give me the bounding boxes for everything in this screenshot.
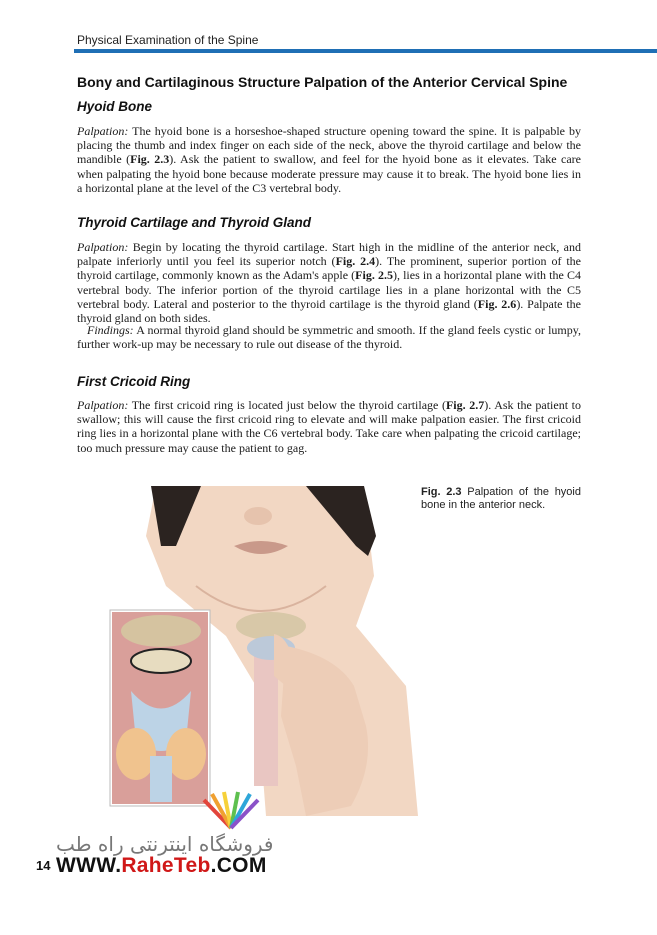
url-suffix: .COM	[210, 854, 267, 877]
figure-reference[interactable]: Fig. 2.7	[445, 398, 485, 412]
cricoid-text-2: ). Ask the patient to swallow; this will cause the first cricoid ring to elevate and will make palpation easier. The first cricoid ring lies in a horizontal plane with the C6 vertebral body. Take care when palpating the cricoid cartilage; too much pressure may cause the patient to gag.	[77, 398, 581, 455]
palpation-label: Palpation:	[77, 398, 129, 412]
url-brand: RaheTeb	[121, 854, 211, 877]
caption-text: Palpation of the hyoid bone in the anterior neck.	[421, 486, 581, 511]
hyoid-text-2: ). Ask the patient to swallow, and feel for the hyoid bone as it elevates. Take care when palpating the hyoid bone because moderate pressure may cause it to break. The hyoid bone lies in a horizontal plane at the level of the C3 vertebral body.	[77, 152, 581, 195]
figure-reference[interactable]: Fig. 2.4	[335, 254, 376, 269]
thyroid-text-1: Begin by locating the thyroid cartilage. Start high in the midline of the anterior neck, and palpate inferiorly until you feel its superior notch (	[77, 240, 581, 269]
hyoid-paragraph	[77, 124, 581, 195]
thyroid-heading: Thyroid Cartilage and Thyroid Gland	[77, 215, 312, 230]
figure-reference[interactable]: Fig. 2.6	[477, 296, 517, 311]
findings-paragraph	[77, 323, 581, 351]
cricoid-text-1: The first cricoid ring is located just below the thyroid cartilage (	[128, 398, 446, 412]
hyoid-palpation-illustration	[106, 486, 418, 816]
running-header: Physical Examination of the Spine	[77, 33, 259, 47]
url-prefix: WWW.	[56, 854, 122, 877]
watermark-persian-text: فروشگاه اینترنتی راه طب	[56, 832, 274, 856]
watermark-url[interactable]	[56, 854, 267, 878]
hyoid-heading: Hyoid Bone	[77, 99, 153, 114]
header-rule	[74, 49, 657, 53]
section-title: Bony and Cartilaginous Structure Palpation of the Anterior Cervical Spine	[77, 74, 568, 90]
palpation-label: Palpation:	[77, 124, 129, 138]
cricoid-heading: First Cricoid Ring	[77, 374, 191, 389]
figure-caption	[421, 486, 581, 512]
page-number: 14	[36, 858, 51, 873]
thyroid-paragraph	[77, 240, 581, 325]
raheteb-logo-icon	[196, 790, 266, 830]
thyroid-text-3: ), lies in a horizontal plane with the C4 vertebral body. The inferior portion of the thyroid cartilage lies in a plane horizontal with the C5 vertebral body. Lateral and posterior to the thyroid cartilage is the thyroid gland (	[77, 268, 581, 311]
findings-label: Findings:	[87, 323, 134, 337]
figure-reference[interactable]: Fig. 2.5	[355, 268, 393, 283]
hyoid-text-1: The hyoid bone is a horseshoe-shaped structure opening toward the spine. It is palpable by placing the thumb and index finger on each side of the neck, above the thyroid cartilage and below the mandible (	[77, 124, 581, 167]
findings-text: A normal thyroid gland should be symmetric and smooth. If the gland feels cystic or lumpy, further work-up may be necessary to rule out disease of the thyroid.	[77, 323, 581, 352]
caption-label: Fig. 2.3	[421, 486, 462, 498]
thyroid-text-2: ). The prominent, superior portion of the thyroid cartilage, commonly known as the Adam's apple (	[77, 254, 582, 283]
thyroid-text-4: ). Palpate the thyroid gland on both sides.	[77, 296, 581, 326]
figure-reference[interactable]: Fig. 2.3	[130, 152, 170, 167]
cricoid-paragraph	[77, 398, 581, 455]
palpation-label: Palpation:	[77, 240, 129, 254]
